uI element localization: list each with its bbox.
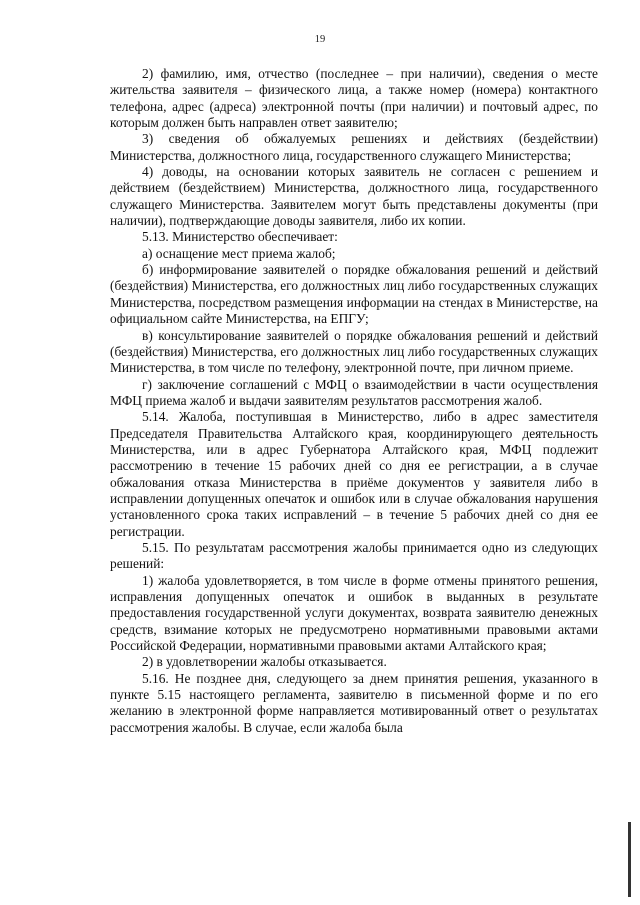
paragraph-appealed-decisions: 3) сведения об обжалуемых решениях и действиях (бездействии) Министерства, должностного лица, государственного служащего Министерства; xyxy=(110,131,598,163)
paragraph-5-15: 5.15. По результатам рассмотрения жалобы принимается одно из следующих решений: xyxy=(110,539,598,572)
paragraph-arguments: 4) доводы, на основании которых заявитель не согласен с решением и действием (бездействием) Министерства, должностного лица, государственного служащего Министерства. Заявителем могут быть представлены документы (при наличии), подтверждающие доводы заявителя, либо их копии. xyxy=(110,164,598,229)
paragraph-5-16: 5.16. Не позднее дня, следующего за днем принятия решения, указанного в пункте 5.15 настоящего регламента, заявителю в письменной форме и по его желанию в электронной форме направляется мотивированный ответ о результатах рассмотрения жалобы. В случае, если жалоба была xyxy=(110,670,598,735)
paragraph-applicant-details: 2) фамилию, имя, отчество (последнее – при наличии), сведения о месте жительства заявителя – физического лица, а также номер (номера) контактного телефона, адрес (адреса) электронной почты (при наличии) и почтовый адрес, по которым должен быть направлен ответ заявителю; xyxy=(110,66,598,131)
paragraph-5-15-1: 1) жалоба удовлетворяется, в том числе в форме отмены принятого решения, исправления допущенных опечаток и ошибок в выданных в результате предоставления государственной услуги документах, возврата заявителю денежных средств, взимание которых не предусмотрено нормативными правовыми актами Российской Федерации, нормативными правовыми актами Алтайского края; xyxy=(110,572,598,654)
paragraph-5-13-a: а) оснащение мест приема жалоб; xyxy=(142,245,336,261)
paragraph-5-14: 5.14. Жалоба, поступившая в Министерство, либо в адрес заместителя Председателя Правительства Алтайского края, координирующего деятельность Министерства, или в адрес Губернатора Алтайского края, МФЦ подлежит рассмотрению в течение 15 рабочих дней со дня ее регистрации, а в случае обжалования отказа Министерства в приёме документов у заявителя либо в исправлении допущенных опечаток и ошибок или в случае обжалования нарушения установленного срока таких исправлений – в течение 5 рабочих дней со дня ее регистрации. xyxy=(110,409,598,539)
document-body xyxy=(110,66,598,736)
page-number: 19 xyxy=(314,34,326,45)
scan-edge-mark xyxy=(628,822,631,897)
paragraph-5-13-v: в) консультирование заявителей о порядке обжалования решений и действий (бездействия) Министерства, его должностных лиц либо государственных служащих Министерства, в том числе по телефону, электронной почте, при личном приеме. xyxy=(110,327,598,376)
paragraph-5-13-b: б) информирование заявителей о порядке обжалования решений и действий (бездействия) Министерства, его должностных лиц либо государственных служащих Министерства, посредством размещения информации на стендах в Министерстве, на официальном сайте Министерства, на ЕПГУ; xyxy=(110,262,598,327)
paragraph-5-13-g: г) заключение соглашений с МФЦ о взаимодействии в части осуществления МФЦ приема жалоб и выдачи заявителям результатов рассмотрения жалоб. xyxy=(110,376,598,408)
paragraph-5-15-2: 2) в удовлетворении жалобы отказывается. xyxy=(142,654,387,670)
paragraph-5-13-heading: 5.13. Министерство обеспечивает: xyxy=(142,229,338,245)
